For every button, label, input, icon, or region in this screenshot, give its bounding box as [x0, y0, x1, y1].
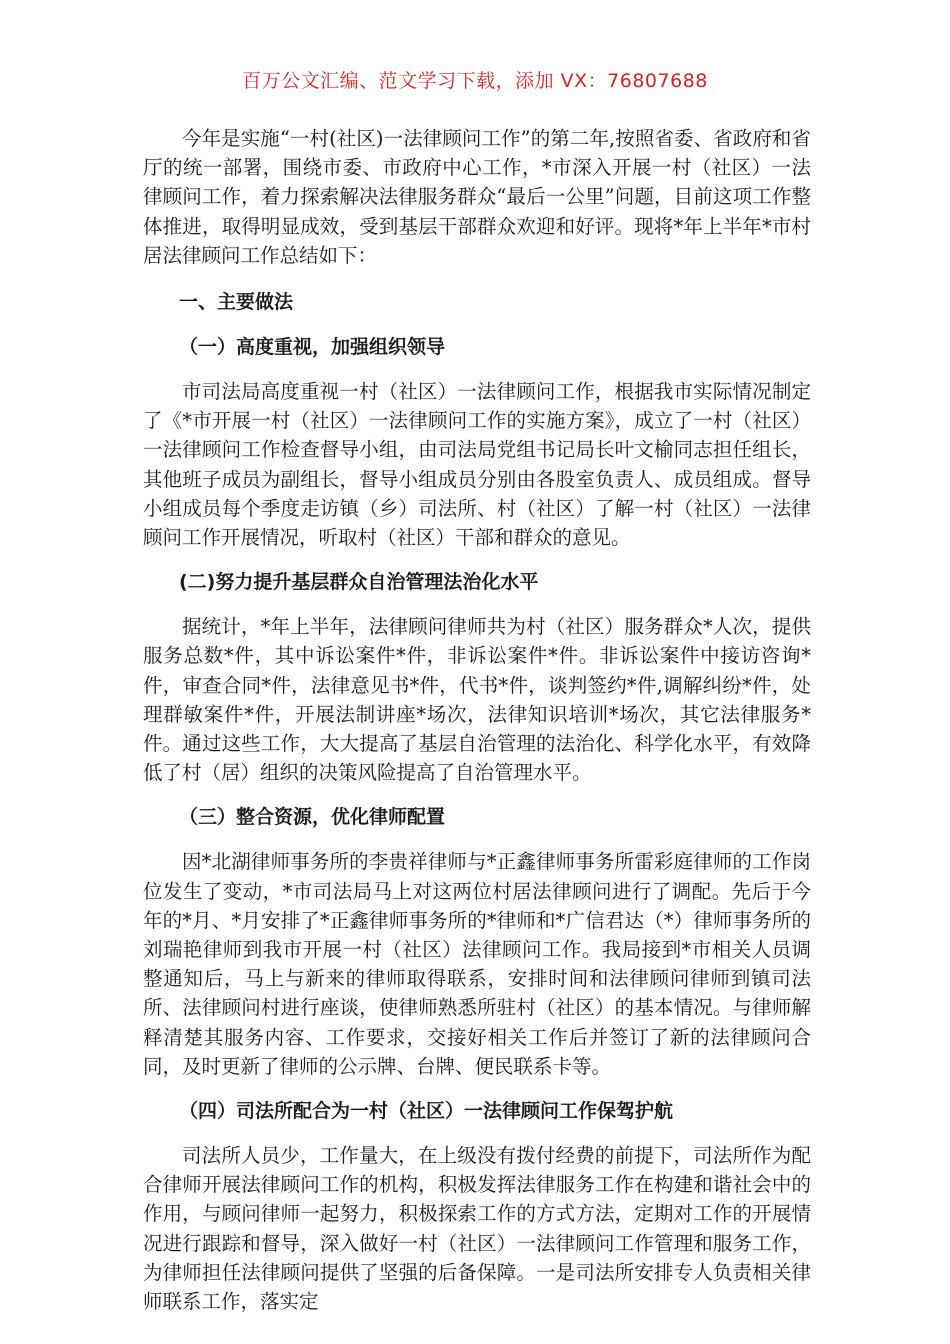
subsection-heading-4: （四）司法所配合为一村（社区）一法律顾问工作保驾护航	[179, 1100, 674, 1123]
watermark-banner: 百万公文汇编、范文学习下载，添加 VX：76807688	[242, 70, 708, 92]
subsection-heading-1: （一）高度重视，加强组织领导	[179, 336, 446, 359]
subsection-heading-3: （三）整合资源，优化律师配置	[179, 806, 446, 829]
subsection-body-3: 因*北湖律师事务所的李贵祥律师与*正鑫律师事务所雷彩庭律师的工作岗位发生了变动，*市司法局马上对这两位村居法律顾问进行了调配。先后于今年的*月、*月安排了*正鑫律师事务所的*律师和*广信君达（*）律师事务所的刘瑞艳律师到我市开展一村（社区）法律顾问工作。我局接到*市相关人员调整通知后，马上与新来的律师取得联系，安排时间和法律顾问律师到镇司法所、法律顾问村进行座谈，使律师熟悉所驻村（社区）的基本情况。与律师解释清楚其服务内容、工作要求，交接好相关工作后并签订了新的法律顾问合同，及时更新了律师的公示牌、台牌、便民联系卡等。	[143, 850, 811, 1078]
subsection-heading-2: (二)努力提升基层群众自治管理法治化水平	[179, 571, 539, 594]
intro-paragraph: 今年是实施“一村(社区)一法律顾问工作”的第二年,按照省委、省政府和省厅的统一部署，围绕市委、市政府中心工作，*市深入开展一村（社区）一法律顾问工作，着力探索解决法律服务群众“最后一公里”问题，目前这项工作整体推进，取得明显成效，受到基层干部群众欢迎和好评。现将*年上半年*市村居法律顾问工作总结如下：	[143, 127, 811, 267]
section-heading-main-practices: 一、主要做法	[179, 291, 294, 314]
subsection-body-4: 司法所人员少，工作量大，在上级没有拨付经费的前提下，司法所作为配合律师开展法律顾问工作的机构，积极发挥法律服务工作在构建和谐社会中的作用，与顾问律师一起努力，积极探索工作的方式方法，定期对工作的开展情况进行跟踪和督导，深入做好一村（社区）一法律顾问工作管理和服务工作，为律师担任法律顾问提供了坚强的后备保障。一是司法所安排专人负责相关律师联系工作，落实定	[143, 1144, 811, 1314]
subsection-body-2: 据统计，*年上半年，法律顾问律师共为村（社区）服务群众*人次，提供服务总数*件，其中诉讼案件*件，非诉讼案件*件。非诉讼案件中接访咨询*件，审查合同*件，法律意见书*件，代书*件，谈判签约*件,调解纠纷*件，处理群敏案件*件，开展法制讲座*场次，法律知识培训*场次，其它法律服务*件。通过这些工作，大大提高了基层自治管理的法治化、科学化水平，有效降低了村（居）组织的决策风险提高了自治管理水平。	[143, 615, 811, 785]
subsection-body-1: 市司法局高度重视一村（社区）一法律顾问工作，根据我市实际情况制定了《*市开展一村（社区）一法律顾问工作的实施方案》，成立了一村（社区）一法律顾问工作检查督导小组，由司法局党组书记局长叶文榆同志担任组长，其他班子成员为副组长，督导小组成员分别由各股室负责人、成员组成。督导小组成员每个季度走访镇（乡）司法所、村（社区）了解一村（社区）一法律顾问工作开展情况，听取村（社区）干部和群众的意见。	[143, 380, 811, 550]
document-body	[143, 124, 811, 1316]
